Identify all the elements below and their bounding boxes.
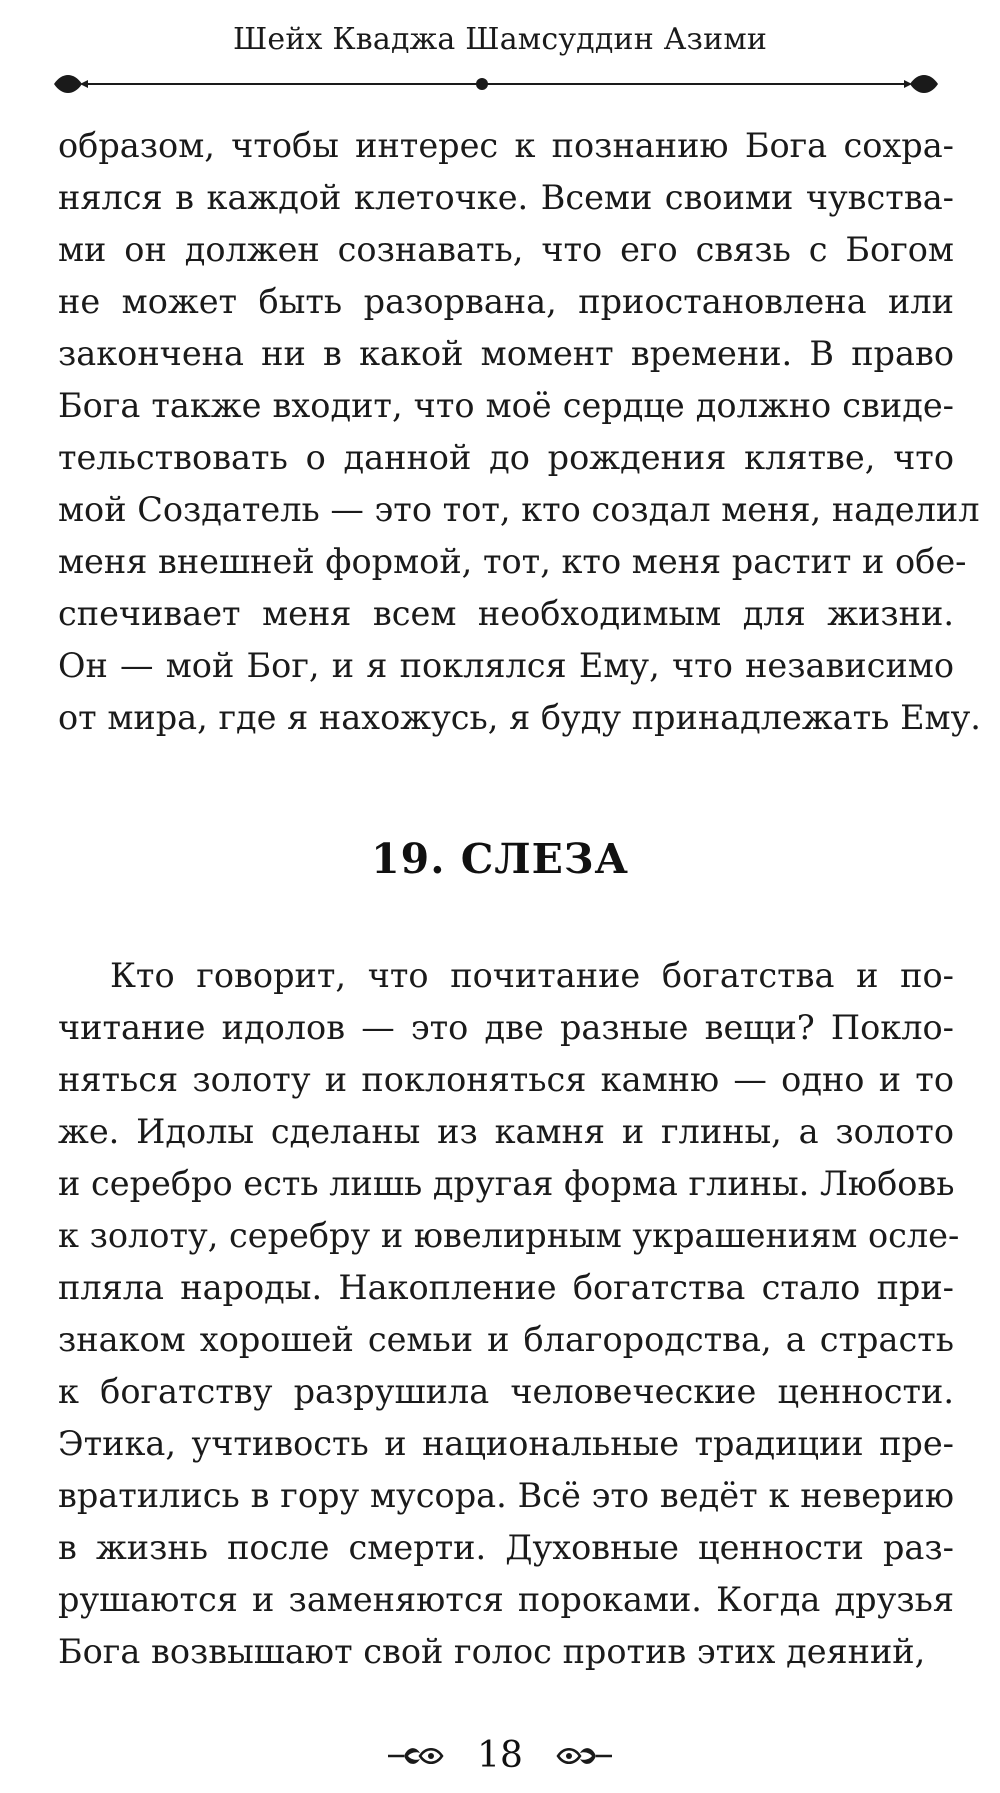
text-line: и серебро есть лишь другая форма глины. Любовь [58,1164,955,1203]
text-line: знаком хорошей семьи и благородства, а страсть [58,1320,954,1359]
text-line: Кто говорит, что почитание богатства и по- [110,956,954,995]
text-line: ми он должен сознавать, что его связь с Богом [58,230,954,269]
chapter-title: 19. СЛЕЗА [371,835,629,883]
text-line: мой Создатель — это тот, кто создал меня, наделил [58,490,980,529]
text-line: читание идолов — это две разные вещи? Покло- [58,1008,954,1047]
text-line: от мира, где я нахожусь, я буду принадлежать Ему. [58,698,981,737]
text-line: же. Идолы сделаны из камня и глины, а золото [58,1112,954,1151]
text-line: закончена ни в какой момент времени. В право [58,334,954,373]
text-line: спечивает меня всем необходимым для жизни. [58,594,954,633]
text-line: нялся в каждой клеточке. Всеми своими чувства- [58,178,954,217]
page-number: 18 [477,1735,523,1776]
text-line: тельствовать о данной до рождения клятве, что [58,438,954,477]
chapter-paragraph [58,950,960,1678]
text-line: к богатству разрушила человеческие ценности. [58,1372,954,1411]
text-line: Этика, учтивость и национальные традиции пре- [58,1424,954,1463]
page-footer [0,1735,1000,1783]
text-line: рушаются и заменяются пороками. Когда друзья [58,1580,954,1619]
fleuron-left-icon [386,1741,446,1771]
text-line: пляла народы. Накопление богатства стало при- [58,1268,954,1307]
text-line: не может быть разорвана, приостановлена или [58,282,954,321]
fleuron-right-icon [554,1741,614,1771]
text-line: Он — мой Бог, и я поклялся Ему, что независимо [58,646,954,685]
running-header: Шейх Кваджа Шамсуддин Азими [232,22,768,57]
text-line: меня внешней формой, тот, кто меня растит и обе- [58,542,967,581]
paragraph-continued [58,120,981,744]
text-line: вратились в гору мусора. Всё это ведёт к неверию [58,1476,954,1515]
text-line: Бога возвышают свой голос против этих деяний, [58,1632,926,1671]
text-line: Бога также входит, что моё сердце должно свиде- [58,386,954,425]
text-line: к золоту, серебру и ювелирным украшениям осле- [58,1216,960,1255]
ornamental-rule-icon [52,64,940,104]
text-line: няться золоту и поклоняться камню — одно и то [58,1060,954,1099]
text-line: в жизнь после смерти. Духовные ценности раз- [58,1528,954,1567]
text-line: образом, чтобы интерес к познанию Бога сохра- [58,126,954,165]
